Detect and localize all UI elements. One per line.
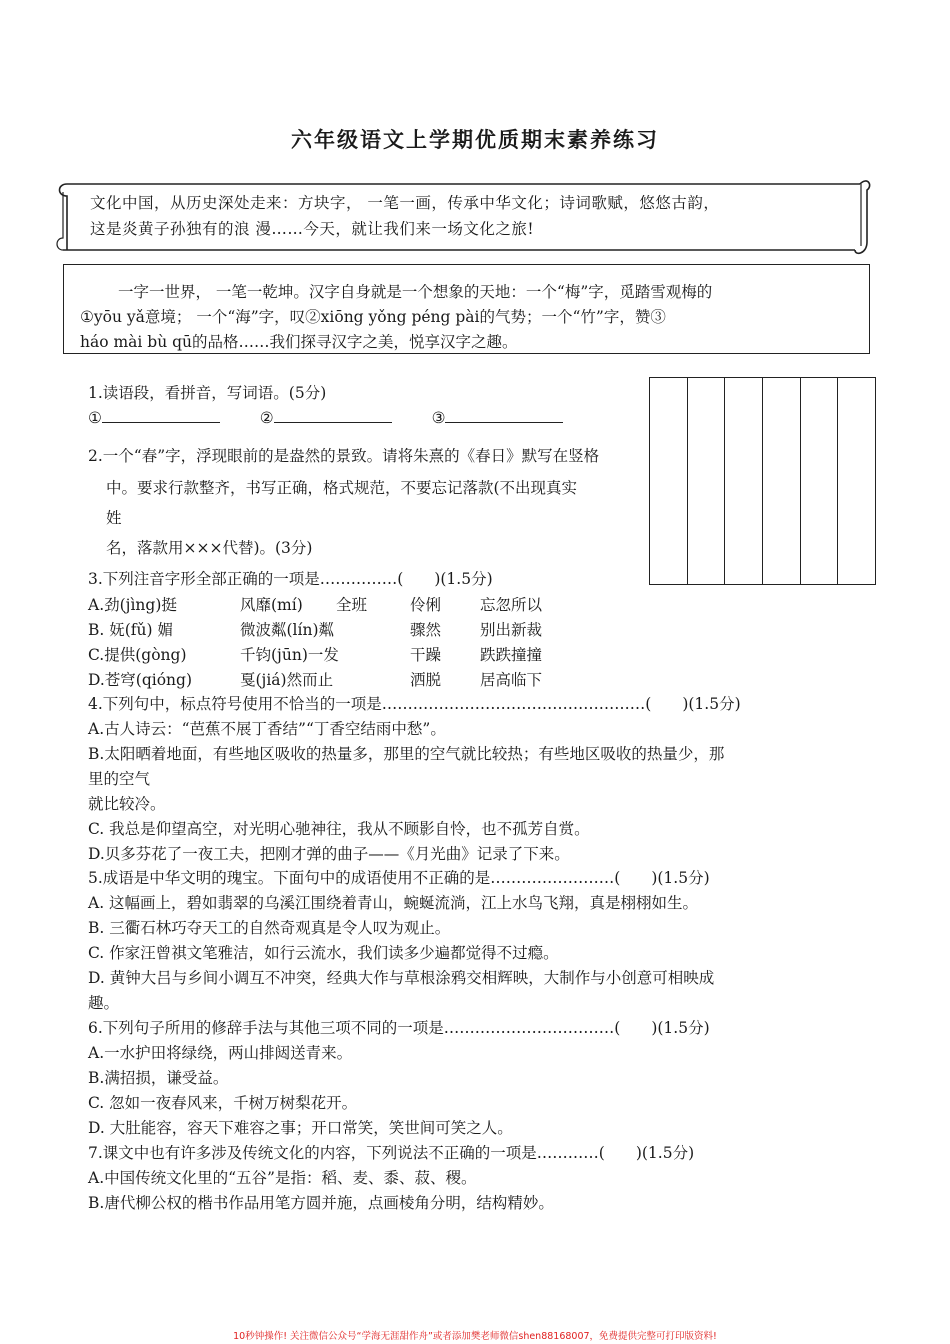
q5-option-a: A. 这幅画上，碧如翡翠的乌溪江围绕着青山，蜿蜒流淌，江上水鸟飞翔，真是栩栩如生。 [88, 894, 699, 912]
blank-label: ③ [431, 409, 446, 427]
option-word: 全班 [336, 596, 368, 614]
option-word: C.提供(gòng) [88, 646, 187, 664]
question-2-line-4: 名，落款用×××代替)。(3分) [106, 539, 313, 557]
q4-option-b-line-2: 里的空气 [88, 770, 151, 788]
q5-option-c: C. 作家汪曾祺文笔雅洁，如行云流水，我们读多少遍都觉得不过瘾。 [88, 944, 559, 962]
question-6: 6.下列句子所用的修辞手法与其他三项不同的一项是……………………………( )(1.5分) [88, 1019, 710, 1037]
q4-option-d: D.贝多芬花了一夜工夫，把刚才弹的曲子——《月光曲》记录了下来。 [88, 845, 570, 863]
option-word: 风靡(mí) [240, 596, 303, 614]
q5-option-d-line-1: D. 黄钟大吕与乡间小调互不冲突，经典大作与草根涂鸦交相辉映，大制作与小创意可相映成 [88, 969, 715, 987]
question-1: 1.读语段，看拼音，写词语。(5分) [88, 384, 327, 402]
q6-option-d: D. 大肚能容，容天下难容之事；开口常笑，笑世间可笑之人。 [88, 1119, 513, 1137]
option-word: 戛(jiá)然而止 [240, 671, 334, 689]
q4-option-a: A.古人诗云：“芭蕉不展丁香结”“丁香空结雨中愁”。 [88, 720, 446, 738]
question-2-line-2: 中。要求行款整齐，书写正确，格式规范，不要忘记落款(不出现真实 [106, 479, 578, 497]
q5-option-d-line-2: 趣。 [88, 994, 120, 1012]
scroll-banner [55, 172, 875, 260]
question-5: 5.成语是中华文明的瑰宝。下面句中的成语使用不正确的是……………………( )(1.5分) [88, 869, 710, 887]
q6-option-b: B.满招损，谦受益。 [88, 1069, 229, 1087]
q7-option-a: A.中国传统文化里的“五谷”是指：稻、麦、黍、菽、稷。 [88, 1169, 477, 1187]
passage-line-1: 一字一世界， 一笔一乾坤。汉字自身就是一个想象的天地：一个“梅”字，觅踏雪观梅的 [118, 283, 713, 301]
intro-line-1: 文化中国，从历史深处走来：方块字， 一笔一画，传承中华文化；诗词歌赋，悠悠古韵， [90, 194, 720, 212]
blank-label: ② [259, 409, 274, 427]
q6-option-c: C. 忽如一夜春风来，千树万树梨花开。 [88, 1094, 358, 1112]
page-title: 六年级语文上学期优质期末素养练习 [291, 127, 659, 152]
option-word: 居高临下 [480, 671, 543, 689]
question-2-line-3: 姓 [106, 509, 122, 527]
answer-blank-1[interactable] [102, 406, 220, 423]
option-word: A.劲(jìng)挺 [88, 596, 177, 614]
q1-blanks [88, 406, 563, 427]
option-word: 洒脱 [410, 671, 442, 689]
option-word: 干躁 [410, 646, 442, 664]
question-3: 3.下列注音字形全部正确的一项是……………( )(1.5分) [88, 570, 493, 588]
option-word: 千钧(jūn)一发 [240, 646, 339, 664]
grid-column[interactable] [801, 378, 839, 584]
grid-column[interactable] [688, 378, 726, 584]
option-word: 微波粼(lín)粼 [240, 621, 334, 639]
passage-line-3: háo mài bù qū的品格……我们探寻汉字之美，悦享汉字之趣。 [80, 333, 518, 351]
option-word: 骤然 [410, 621, 442, 639]
option-word: 伶俐 [410, 596, 442, 614]
q5-option-b: B. 三衢石林巧夺天工的自然奇观真是令人叹为观止。 [88, 919, 451, 937]
q7-option-b: B.唐代柳公权的楷书作品用笔方圆并施，点画棱角分明，结构精妙。 [88, 1194, 554, 1212]
footer-promo: 10秒钟操作! 关注微信公众号“学海无涯甜作舟”或者添加樊老师微信shen88168007，免费提供完整可打印版资料! [233, 1331, 717, 1342]
grid-column[interactable] [725, 378, 763, 584]
option-word: 别出新裁 [480, 621, 543, 639]
q4-option-b-line-3: 就比较冷。 [88, 795, 166, 813]
grid-column[interactable] [763, 378, 801, 584]
option-word: D.苍穹(qióng) [88, 671, 193, 689]
answer-blank-3[interactable] [445, 406, 563, 423]
intro-line-2: 这是炎黄子孙独有的浪 漫……今天，就让我们来一场文化之旅! [90, 220, 535, 238]
blank-label: ① [88, 409, 102, 427]
grid-column[interactable] [838, 378, 875, 584]
q6-option-a: A.一水护田将绿绕，两山排闼送青来。 [88, 1044, 353, 1062]
q4-option-c: C. 我总是仰望高空，对光明心驰神往，我从不顾影自怜，也不孤芳自赏。 [88, 820, 590, 838]
passage-line-2: ①yōu yǎ意境； 一个“海”字，叹②xiōng yǒng péng pài的气势；一个“竹”字，赞③ [80, 308, 666, 326]
option-word: 忘忽所以 [480, 596, 543, 614]
question-2-line-1: 2.一个“春”字，浮现眼前的是盎然的景致。请将朱熹的《春日》默写在竖格 [88, 447, 600, 465]
vertical-writing-grid[interactable] [649, 377, 876, 585]
option-word: 跌跌撞撞 [480, 646, 543, 664]
question-7: 7.课文中也有许多涉及传统文化的内容，下列说法不正确的一项是…………( )(1.5分) [88, 1144, 695, 1162]
question-4: 4.下列句中，标点符号使用不恰当的一项是……………………………………………( )(1.5分) [88, 695, 741, 713]
q4-option-b-line-1: B.太阳晒着地面，有些地区吸收的热量多，那里的空气就比较热；有些地区吸收的热量少，那 [88, 745, 725, 763]
grid-column[interactable] [650, 378, 688, 584]
option-word: B. 妩(fǔ) 媚 [88, 621, 173, 639]
answer-blank-2[interactable] [274, 406, 392, 423]
